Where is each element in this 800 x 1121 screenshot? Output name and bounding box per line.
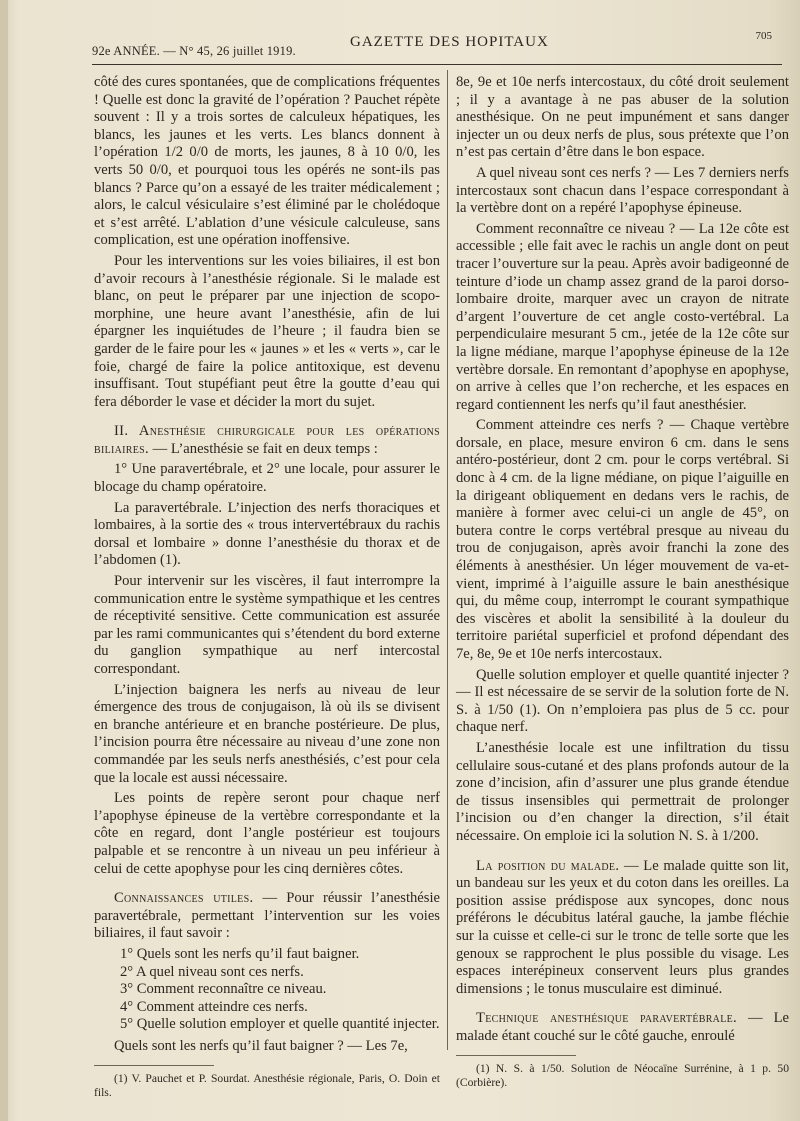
paragraph: La paravertébrale. L’injection des nerfs thoraciques et lombaires, à la sortie des « trous intervertébraux du rachis dorsal et lombaire » donne l’anesthésie du thorax et de l’abdomen (1). <box>94 499 440 569</box>
page-binding-edge <box>0 0 8 1121</box>
paragraph: Pour les interventions sur les voies biliaires, il est bon d’avoir recours à l’anesthésie régionale. Si le malade est blanc, on peut le préparer par une injection de scopo-morphine, une heure avant l’anesthésie, afin de lui épargner les inquiétudes de l’heure ; il faudra bien se garder de le faire pour les « jaunes » et les « verts », car le foie, chargé de faire la police antitoxique, est devenu insuffisant. Tout stupéfiant peut être la goutte d’eau qui fera déborder le vase et décider la mort du sujet. <box>94 252 440 410</box>
paragraph: 1° Une paravertébrale, et 2° une locale, pour assurer le blocage du champ opératoire. <box>94 461 440 496</box>
column-divider <box>447 70 448 1050</box>
paragraph: Comment reconnaître ce niveau ? — La 12e côte est accessible ; elle fait avec le rachis un angle dont on peut tracer l’ouverture sur la peau. Après avoir badigeonné de teinture d’iode un champ assez grand de la paroi dorso-lombaire droite, marquer avec un crayon de nitrate d’argent l’ouverture de cet angle costo-vertébral. La perpendiculaire mesurant 5 cm., jetée de la 12e côte sur la ligne médiane, marque l’apophyse épineuse de la 12e vertèbre dorsale. En remontant d’apophyse en apophyse, on arrive à celles que l’on recherche, et les espaces en regard contiennent les nerfs qu’il faut anesthésier. <box>456 220 789 413</box>
section-heading: La position du malade. <box>476 857 620 874</box>
page-number: 705 <box>755 30 772 42</box>
paragraph: Pour intervenir sur les viscères, il faut interrompre la communication entre le système sympathique et les centres de réceptivité sensitive. Cette communication est assurée par les rami communicantes qui s’étendent du bord externe du ganglion sympathique au nerf intercostal correspondant. <box>94 573 440 677</box>
footnote: (1) V. Pauchet et P. Sourdat. Anesthésie régionale, Paris, O. Doin et fils. <box>94 1072 440 1100</box>
footnote: (1) N. S. à 1/50. Solution de Néocaïne Surrénine, à 1 p. 50 (Corbière). <box>456 1062 789 1090</box>
section-paragraph: La position du malade. — Le malade quitte son lit, un bandeau sur les yeux et du coton dans les oreilles. La position assise prédispose aux syncopes, donc nous préférons le décubitus latéral gauche, la jambe fléchie sur la cuisse et celle-ci sur le tronc de telle sorte que les genoux se rapprochent le plus possible du visage. Les espaces interépineux conservent leurs plus grandes dimensions ; le tonus musculaire est diminué. <box>456 857 789 997</box>
footnote-rule <box>94 1065 214 1066</box>
numbered-list <box>94 946 440 1034</box>
list-item: 3° Comment reconnaître ce niveau. <box>120 981 327 998</box>
paragraph: A quel niveau sont ces nerfs ? — Les 7 derniers nerfs intercostaux sont chacun dans l’espace correspondant à la vertèbre dont on a repéré l’apophyse épineuse. <box>456 164 789 217</box>
list-item: 1° Quels sont les nerfs qu’il faut baigner. <box>120 945 360 962</box>
section-heading: Connaissances utiles. <box>114 890 254 907</box>
section-paragraph: Connaissances utiles. — Pour réussir l’anesthésie paravertébrale, permettant l’intervention sur les voies biliaires, il faut savoir : <box>94 890 440 942</box>
paragraph: Quels sont les nerfs qu’il faut baigner ? — Les 7e, <box>114 1037 408 1054</box>
paragraph: Les points de repère seront pour chaque nerf l’apophyse épineuse de la vertèbre correspondante et la côte en regard, dont l’angle postérieur est toujours palpable et se rencontre à un niveau un peu inférieur à celui de cette apophyse pour les cinq dernières côtes. <box>94 790 440 877</box>
footnote-rule <box>456 1055 576 1056</box>
list-item: 4° Comment atteindre ces nerfs. <box>120 998 308 1015</box>
paragraph: L’injection baignera les nerfs au niveau de leur émergence des trous de conjugaison, là où ils se divisent en branche antérieure et en branche postérieure. De plus, l’incision pourra être nécessaire au niveau d’une zone non commandée par les seuls nerfs anesthésiés, c’est pour cela que la locale est aussi nécessaire. <box>94 681 440 786</box>
paragraph: côté des cures spontanées, que de complications fréquentes ! Quelle est donc la gravité de l’opération ? Pauchet répète souvent : Il y a trois sortes de calculeux hépatiques, les blancs, les jaunes et les verts. Les blancs donnent à l’opération 1/2 0/0 de morts, les jaunes, 8 à 10 0/0, les verts 50 0/0, et pourquoi tous les opérés ne sont-ils pas blancs ? Parce qu’on a essayé de les traiter médicalement ; alors, le calcul vésiculaire s’est éliminé par le cholédoque et s’est arrêté. L’ablation d’une vésicule calculeuse, sans complication, est une opération inoffensive. <box>94 74 440 249</box>
journal-title: GAZETTE DES HOPITAUX <box>350 34 549 50</box>
section-heading: II. Anesthésie chirurgicale pour les opérations biliaires. <box>94 423 440 457</box>
page-header <box>92 30 782 60</box>
paragraph: L’anesthésie locale est une infiltration du tissu cellulaire sous-cutané et des plans profonds autour de la zone d’incision, afin d’assurer une plus grande étendue de tissus insensibles qui permettrait de prolonger l’incision ou d’en changer la direction, s’il était nécessaire. On emploie ici la solution N. S. à 1/200. <box>456 739 789 844</box>
issue-line: 92e ANNÉE. — N° 45, 26 juillet 1919. <box>92 44 296 58</box>
paragraph: Comment atteindre ces nerfs ? — Chaque vertèbre dorsale, en place, mesure environ 6 cm. dans le sens antéro-postérieur, dont 2 cm. pour le corps vertébral. Si donc à 4 cm. de la ligne médiane, on pique l’aiguille en la dirigeant obliquement en dedans vers le rachis, de manière à former avec celui-ci un angle de 45°, on butera contre le corps vertébral presque au niveau du trou de conjugaison, après avoir franchi la zone des éléments à anesthésier. Un léger mouvement de va-et-vient, imprimé à l’aiguille assure le bain anesthésique qui, du même coup, interrompt le courant sympathique des viscères et abolit la sensibilité à la douleur du territoire pariétal superficiel et profond dépendant des 7e, 8e, 9e et 10e nerfs intercostaux. <box>456 417 789 662</box>
list-item: 5° Quelle solution employer et quelle quantité injecter. <box>120 1016 440 1033</box>
right-column <box>456 74 789 1093</box>
paragraph: Quelle solution employer et quelle quantité injecter ? — Il est nécessaire de se servir de la solution forte de N. S. à 1/50 (1). On n’emploiera pas plus de 5 cc. pour chaque nerf. <box>456 666 789 736</box>
left-column <box>94 74 440 1103</box>
paragraph: 8e, 9e et 10e nerfs intercostaux, du côté droit seulement ; il y a avantage à ne pas abuser de la solution anesthésique. On ne peut impunément et sans danger injecter un ou deux nerfs de plus, sous prétexte que l’on n’est pas certain d’être dans le bon espace. <box>456 74 789 161</box>
section-heading: Technique anesthésique paravertébrale. <box>476 1010 737 1027</box>
section-paragraph: Technique anesthésique paravertébrale. — Le malade étant couché sur le côté gauche, enroulé <box>456 1010 789 1044</box>
section-paragraph: II. Anesthésie chirurgicale pour les opérations biliaires. — L’anesthésie se fait en deux temps : <box>94 423 440 457</box>
header-rule <box>92 64 782 65</box>
list-item: 2° A quel niveau sont ces nerfs. <box>120 963 304 980</box>
